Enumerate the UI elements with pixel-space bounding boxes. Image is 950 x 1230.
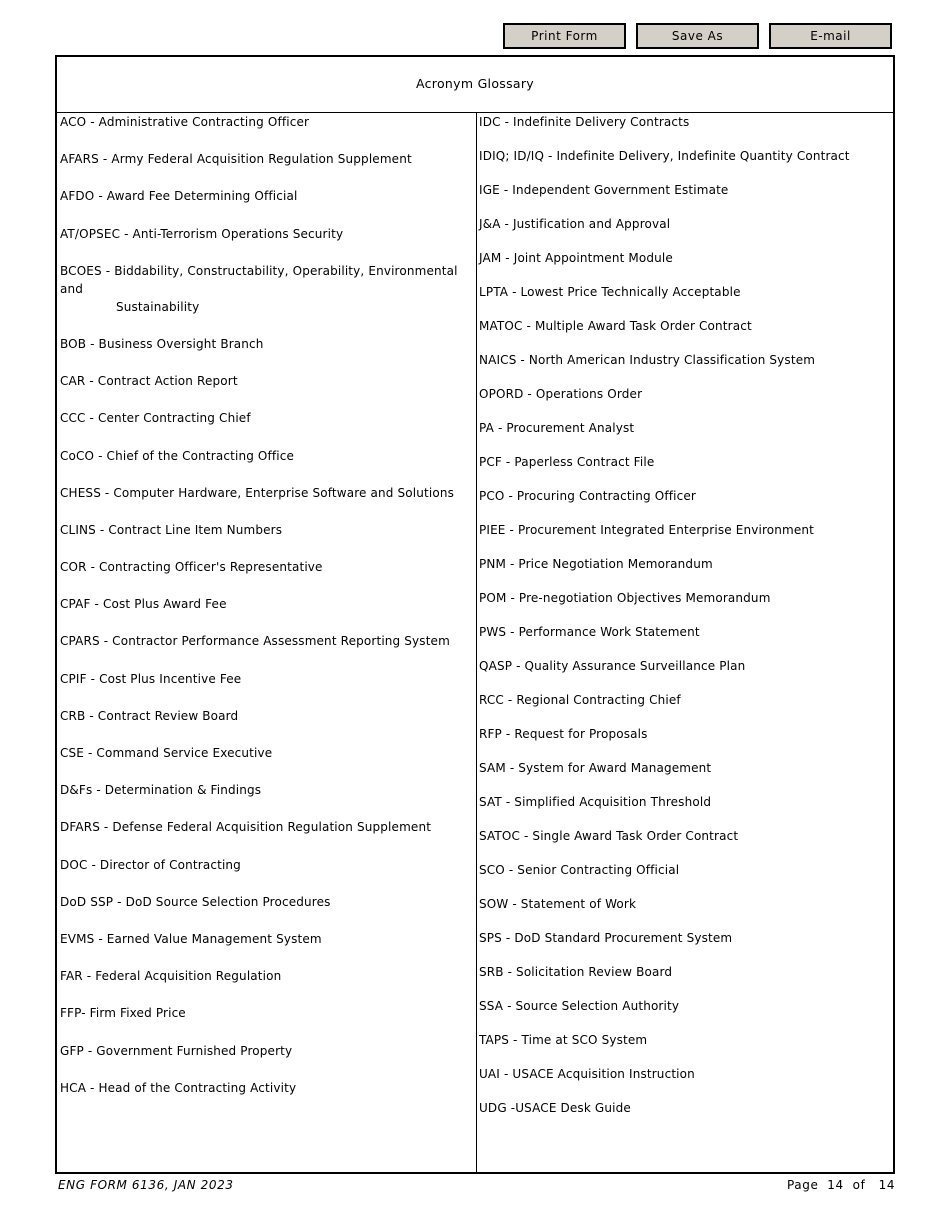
glossary-entry: SOW - Statement of Work bbox=[479, 897, 637, 911]
glossary-entry: POM - Pre-negotiation Objectives Memorandum bbox=[479, 591, 771, 605]
glossary-entry: PCF - Paperless Contract File bbox=[479, 455, 655, 469]
glossary-entry: CCC - Center Contracting Chief bbox=[60, 411, 251, 426]
glossary-entry: AT/OPSEC - Anti-Terrorism Operations Security bbox=[60, 226, 344, 241]
glossary-entry: UAI - USACE Acquisition Instruction bbox=[479, 1067, 695, 1081]
right-column bbox=[479, 113, 889, 1133]
glossary-entry: UDG -USACE Desk Guide bbox=[479, 1101, 631, 1115]
glossary-entry: SAT - Simplified Acquisition Threshold bbox=[479, 795, 712, 809]
page-of: of bbox=[852, 1178, 866, 1192]
glossary-entry: J&A - Justification and Approval bbox=[479, 217, 671, 231]
glossary-entry: CPIF - Cost Plus Incentive Fee bbox=[60, 671, 242, 686]
glossary-entry: TAPS - Time at SCO System bbox=[479, 1033, 648, 1047]
glossary-entry: CPAF - Cost Plus Award Fee bbox=[60, 597, 227, 612]
glossary-entry: BCOES - Biddability, Constructability, Operability, Environmental and Sustainability bbox=[60, 263, 458, 314]
glossary-entry: MATOC - Multiple Award Task Order Contract bbox=[479, 319, 752, 333]
save-as-button[interactable]: Save As bbox=[636, 23, 759, 49]
page-number bbox=[787, 1178, 895, 1192]
glossary-entry: RFP - Request for Proposals bbox=[479, 727, 648, 741]
glossary-entry: HCA - Head of the Contracting Activity bbox=[60, 1080, 297, 1095]
glossary-entry: OPORD - Operations Order bbox=[479, 387, 643, 401]
page-label: Page bbox=[787, 1178, 819, 1192]
glossary-entry: DOC - Director of Contracting bbox=[60, 857, 241, 872]
column-divider bbox=[476, 112, 477, 1174]
email-button[interactable]: E-mail bbox=[769, 23, 892, 49]
glossary-entry: AFDO - Award Fee Determining Official bbox=[60, 189, 298, 204]
glossary-form bbox=[55, 55, 895, 1174]
glossary-title: Acronym Glossary bbox=[57, 57, 893, 113]
glossary-entry: FAR - Federal Acquisition Regulation bbox=[60, 969, 282, 984]
glossary-entry: CRB - Contract Review Board bbox=[60, 708, 239, 723]
glossary-entry: BOB - Business Oversight Branch bbox=[60, 336, 264, 351]
glossary-entry: PNM - Price Negotiation Memorandum bbox=[479, 557, 713, 571]
glossary-entry: AFARS - Army Federal Acquisition Regulation Supplement bbox=[60, 152, 412, 167]
glossary-entry: SPS - DoD Standard Procurement System bbox=[479, 931, 733, 945]
glossary-entry: EVMS - Earned Value Management System bbox=[60, 931, 322, 946]
glossary-entry: ACO - Administrative Contracting Officer bbox=[60, 115, 310, 129]
glossary-entry: DoD SSP - DoD Source Selection Procedures bbox=[60, 894, 331, 909]
glossary-entry: PWS - Performance Work Statement bbox=[479, 625, 700, 639]
page-total: 14 bbox=[878, 1178, 896, 1192]
glossary-entry: DFARS - Defense Federal Acquisition Regulation Supplement bbox=[60, 820, 432, 835]
glossary-entry: CAR - Contract Action Report bbox=[60, 374, 238, 389]
glossary-entry: CSE - Command Service Executive bbox=[60, 746, 273, 760]
glossary-entry: SAM - System for Award Management bbox=[479, 761, 712, 775]
glossary-entry: PA - Procurement Analyst bbox=[479, 421, 635, 435]
glossary-entry: JAM - Joint Appointment Module bbox=[479, 251, 673, 265]
glossary-entry: NAICS - North American Industry Classification System bbox=[479, 353, 816, 367]
glossary-entry: CHESS - Computer Hardware, Enterprise Software and Solutions bbox=[60, 485, 454, 500]
glossary-entry: IDIQ; ID/IQ - Indefinite Delivery, Indefinite Quantity Contract bbox=[479, 149, 850, 163]
glossary-entry: CPARS - Contractor Performance Assessment Reporting System bbox=[60, 634, 450, 649]
glossary-entry: SCO - Senior Contracting Official bbox=[479, 863, 680, 877]
glossary-entry: CoCO - Chief of the Contracting Office bbox=[60, 448, 295, 463]
glossary-entry: IGE - Independent Government Estimate bbox=[479, 183, 729, 197]
glossary-entry: SRB - Solicitation Review Board bbox=[479, 965, 673, 979]
print-form-button[interactable]: Print Form bbox=[503, 23, 626, 49]
page-current: 14 bbox=[827, 1178, 844, 1192]
glossary-entry: COR - Contracting Officer's Representative bbox=[60, 560, 323, 575]
glossary-entry: QASP - Quality Assurance Surveillance Plan bbox=[479, 659, 746, 673]
glossary-entry: FFP- Firm Fixed Price bbox=[60, 1006, 186, 1021]
glossary-entry: SATOC - Single Award Task Order Contract bbox=[479, 829, 739, 843]
left-column bbox=[60, 113, 470, 1116]
glossary-entry: IDC - Indefinite Delivery Contracts bbox=[479, 115, 690, 129]
glossary-entry: PIEE - Procurement Integrated Enterprise Environment bbox=[479, 523, 815, 537]
glossary-entry: CLINS - Contract Line Item Numbers bbox=[60, 522, 283, 537]
glossary-entry: SSA - Source Selection Authority bbox=[479, 999, 680, 1013]
glossary-entry: GFP - Government Furnished Property bbox=[60, 1043, 293, 1058]
glossary-entry: PCO - Procuring Contracting Officer bbox=[479, 489, 696, 503]
glossary-entry: LPTA - Lowest Price Technically Acceptable bbox=[479, 285, 741, 299]
glossary-entry: D&Fs - Determination & Findings bbox=[60, 783, 262, 798]
glossary-entry: RCC - Regional Contracting Chief bbox=[479, 693, 681, 707]
form-id: ENG FORM 6136, JAN 2023 bbox=[58, 1178, 234, 1192]
